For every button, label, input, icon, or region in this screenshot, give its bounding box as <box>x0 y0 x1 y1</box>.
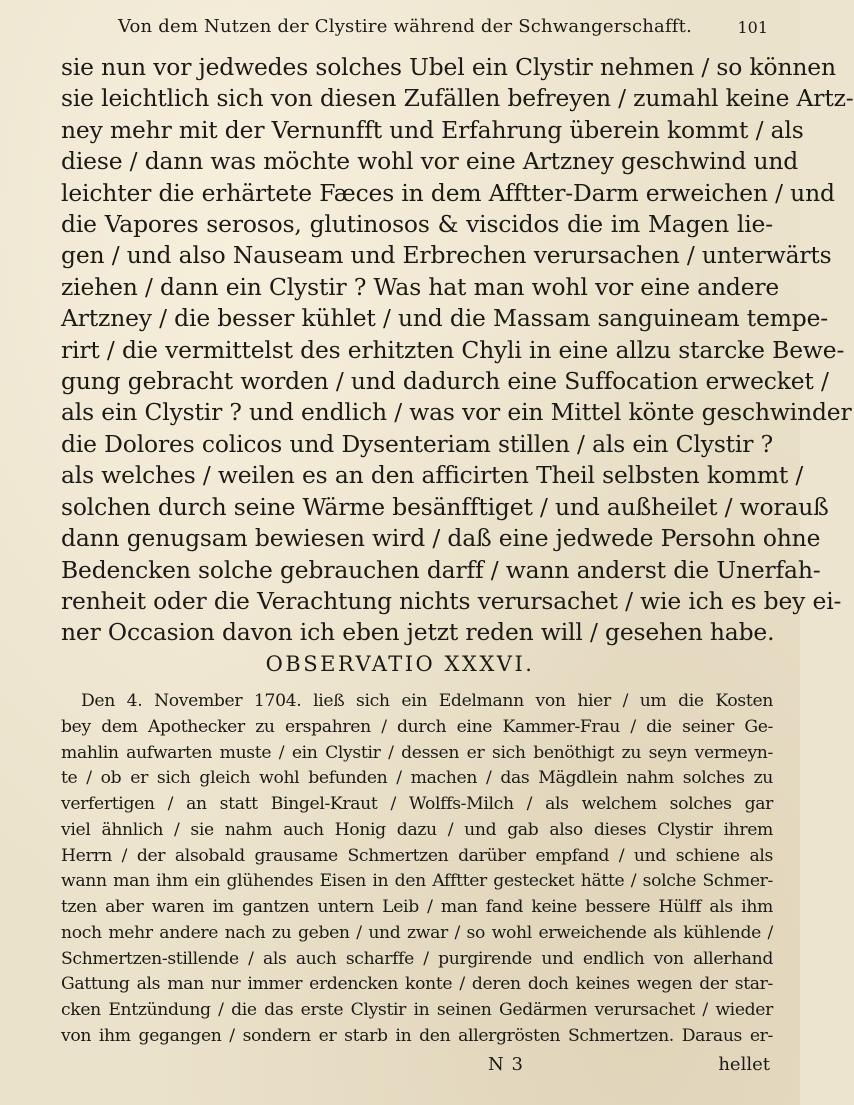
text-line: gung gebracht worden / und dadurch eine Suffocation erwecket / <box>61 367 829 396</box>
text-line: als ein Clystir ? und endlich / was vor ein Mittel könte geschwinder <box>61 398 852 427</box>
text-line: noch mehr andere nach zu geben / und zwar / so wohl erweichende als kühlende / <box>61 922 773 943</box>
text-line: ney mehr mit der Vernunfft und Erfahrung überein kommt / als <box>61 115 804 144</box>
text-line: te / ob er sich gleich wohl befunden / machen / das Mägdlein nahm solches zu <box>61 768 773 789</box>
text-line: bey dem Apothecker zu erspahren / durch eine Kammer-Frau / die seiner Ge- <box>61 716 773 737</box>
text-line: diese / dann was möchte wohl vor eine Artzney geschwind und <box>61 147 799 176</box>
text-line: Artzney / die besser kühlet / und die Massam sanguineam tempe- <box>61 304 829 333</box>
signature-mark: N 3 <box>488 1054 524 1075</box>
text-line: solchen durch seine Wärme besänfftiget / und außheilet / worauß <box>61 492 829 521</box>
text-line: dann genugsam bewiesen wird / daß eine jedwede Persohn ohne <box>61 524 821 553</box>
text-line: wann man ihm ein glühendes Eisen in den Afftter gestecket hätte / solche Schmer- <box>61 871 773 892</box>
text-line: ner Occasion davon ich eben jetzt reden will / gesehen habe. <box>61 618 775 647</box>
text-line: Bedencken solche gebrauchen darff / wann anderst die Unerfah- <box>61 555 821 584</box>
text-line: rirt / die vermittelst des erhitzten Chyli in eine allzu starcke Bewe- <box>61 335 845 364</box>
text-line: Herrn / der alsobald grausame Schmertzen darüber empfand / und schiene als <box>61 845 773 866</box>
main-paragraph <box>61 52 854 649</box>
text-line: sie nun vor jedwedes solches Ubel ein Clystir nehmen / so können <box>61 53 836 81</box>
page-number: 101 <box>737 18 768 37</box>
observation-heading: OBSERVATIO XXXVI. <box>265 652 535 676</box>
running-title: Von dem Nutzen der Clystire während der Schwangerschafft. <box>117 16 693 37</box>
text-line: von ihm gegangen / sondern er starb in den allergrösten Schmertzen. Daraus er- <box>61 1025 773 1046</box>
observation-paragraph <box>61 689 773 1050</box>
text-line: tzen aber waren im gantzen untern Leib / man fand keine bessere Hülff als ihm <box>61 897 773 917</box>
text-line: Schmertzen-stillende / als auch scharffe / purgirende und endlich von allerhand <box>61 948 773 969</box>
text-line: als welches / weilen es an den afficirten Theil selbsten kommt / <box>61 461 804 490</box>
text-line: cken Entzündung / die das erste Clystir in seinen Gedärmen verursachet / wieder <box>61 1000 773 1020</box>
text-line: Den 4. November 1704. ließ sich ein Edelmann von hier / um die Kosten <box>81 691 773 711</box>
text-line: die Vapores serosos, glutinosos & viscidos die im Magen lie- <box>61 210 773 239</box>
text-line: sie leichtlich sich von diesen Zufällen befreyen / zumahl keine Artz- <box>61 84 854 113</box>
text-line: verfertigen / an statt Bingel-Kraut / Wolffs-Milch / als welchem solches gar <box>61 794 773 814</box>
running-head <box>100 16 768 44</box>
text-line: ziehen / dann ein Clystir ? Was hat man wohl vor eine andere <box>61 272 780 301</box>
text-line: mahlin aufwarten muste / ein Clystir / dessen er sich benöthigt zu seyn vermeyn- <box>61 742 773 763</box>
text-line: leichter die erhärtete Fæces in dem Afftter-Darm erweichen / und <box>61 178 835 207</box>
text-line: die Dolores colicos und Dysenteriam stillen / als ein Clystir ? <box>61 429 773 458</box>
text-line: Gattung als man nur immer erdencken konte / deren doch keines wegen der star- <box>61 974 773 995</box>
text-line: gen / und also Nauseam und Erbrechen verursachen / unterwärts <box>61 241 832 270</box>
text-line: renheit oder die Verachtung nichts verursachet / wie ich es bey ei- <box>61 586 842 615</box>
catchword: hellet <box>718 1054 770 1075</box>
text-line: viel ähnlich / sie nahm auch Honig dazu / und gab also dieses Clystir ihrem <box>61 819 773 840</box>
